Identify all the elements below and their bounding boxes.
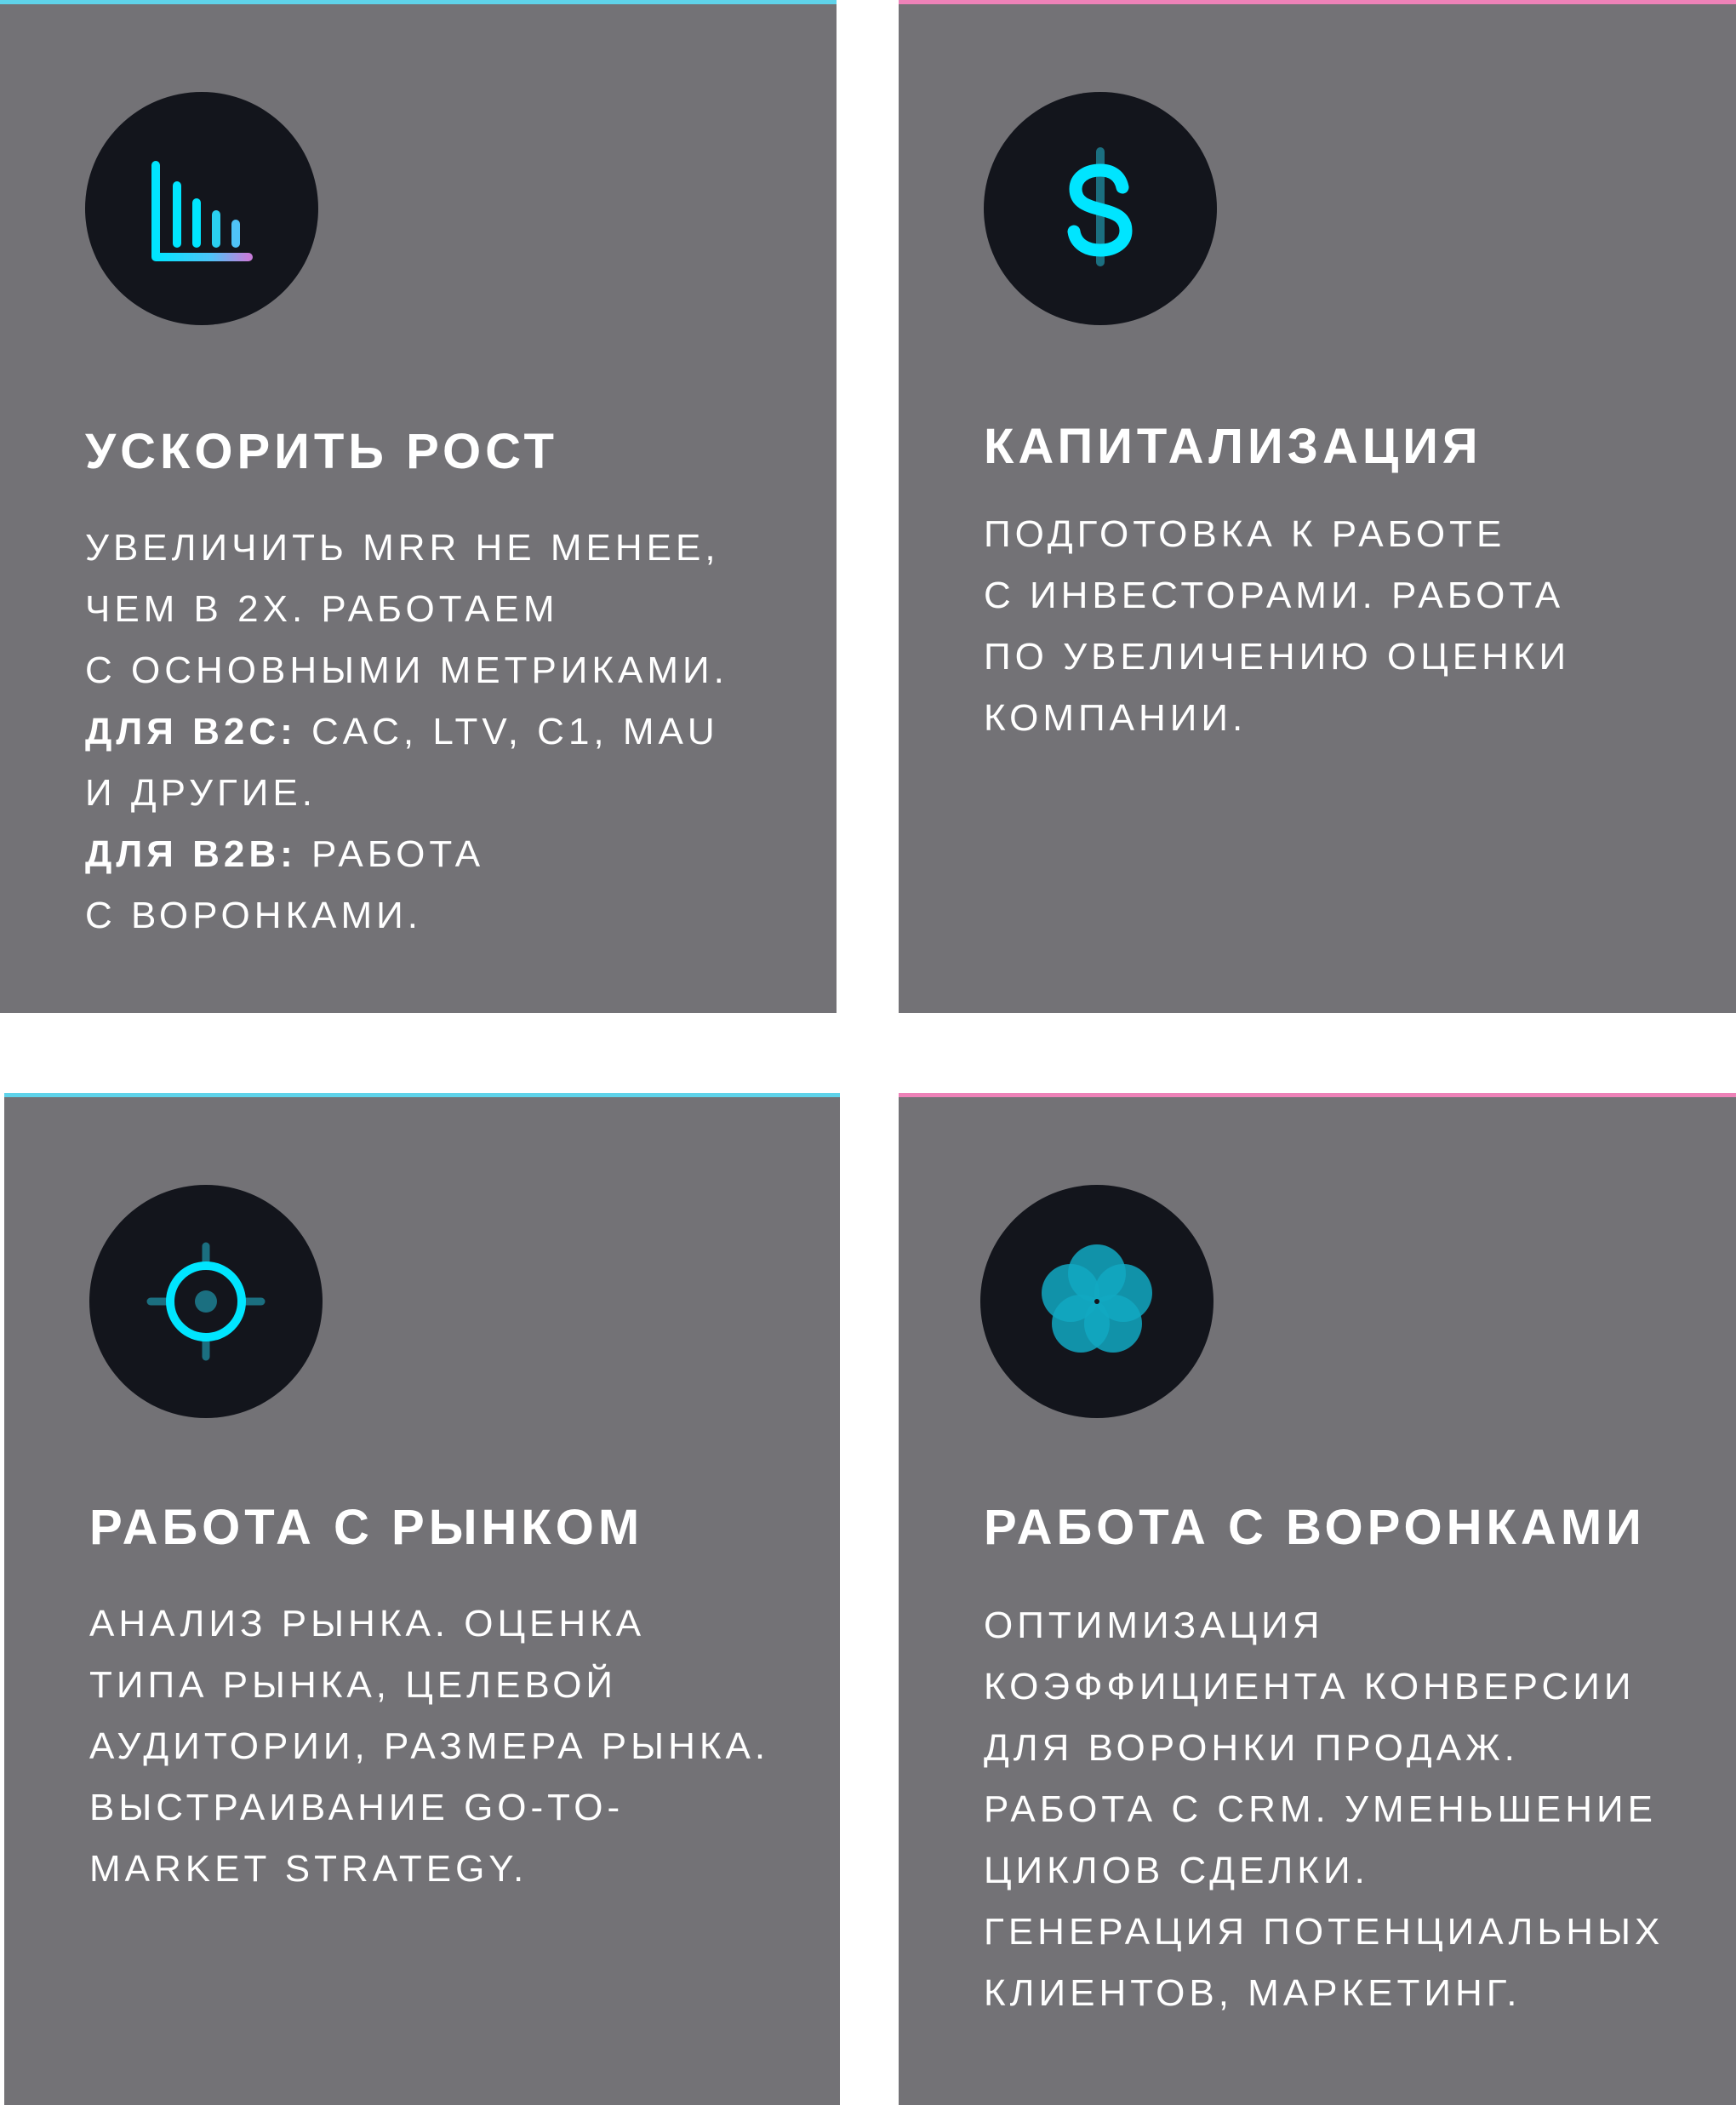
description-line-text: КОМПАНИИ. — [984, 697, 1248, 739]
description-line — [85, 640, 728, 701]
card-top-accent-line — [899, 1093, 1736, 1097]
card-title: РАБОТА С РЫНКОМ — [89, 1500, 644, 1555]
description-line — [85, 885, 728, 947]
description-line-text: ГЕНЕРАЦИЯ ПОТЕНЦИАЛЬНЫХ — [984, 1911, 1665, 1953]
description-line-text: ПОДГОТОВКА К РАБОТЕ — [984, 513, 1506, 555]
description-line-text: ЧЕМ В 2Х. РАБОТАЕМ — [85, 588, 559, 630]
description-line-text: КЛИЕНТОВ, МАРКЕТИНГ. — [984, 1972, 1522, 2014]
description-line — [984, 504, 1570, 565]
description-line-text: АНАЛИЗ РЫНКА. ОЦЕНКА — [89, 1603, 646, 1645]
description-line — [984, 1963, 1664, 2024]
description-line-text: ЦИКЛОВ СДЕЛКИ. — [984, 1850, 1369, 1891]
description-line — [984, 1902, 1664, 1963]
description-line-text: РАБОТА С CRM. УМЕНЬШЕНИЕ — [984, 1788, 1658, 1830]
card-title: УСКОРИТЬ РОСТ — [85, 424, 558, 479]
flower-icon — [980, 1185, 1213, 1418]
target-icon — [89, 1185, 323, 1418]
card-description — [984, 504, 1570, 749]
card-description — [984, 1595, 1664, 2024]
description-line — [984, 1656, 1664, 1718]
description-line — [89, 1593, 769, 1655]
service-card-market — [4, 1093, 840, 2105]
description-line-text: ВЫСТРАИВАНИЕ GO-TO- — [89, 1787, 625, 1828]
description-line-text: УВЕЛИЧИТЬ MRR НЕ МЕНЕЕ, — [85, 527, 720, 569]
card-description — [89, 1593, 769, 1900]
card-top-accent-line — [0, 0, 837, 4]
description-line — [85, 824, 728, 885]
description-line-bold: ДЛЯ B2C: — [85, 711, 297, 752]
description-line — [85, 579, 728, 640]
bar-chart-icon — [85, 92, 318, 325]
description-line — [984, 1779, 1664, 1840]
card-title: КАПИТАЛИЗАЦИЯ — [984, 419, 1482, 474]
description-line-text: ТИПА РЫНКА, ЦЕЛЕВОЙ — [89, 1664, 618, 1706]
description-line — [984, 688, 1570, 749]
description-line-text: ПО УВЕЛИЧЕНИЮ ОЦЕНКИ — [984, 636, 1571, 678]
description-line-text: MARKET STRATEGY. — [89, 1848, 528, 1890]
description-line-text: С ИНВЕСТОРАМИ. РАБОТА — [984, 575, 1565, 616]
card-top-accent-line — [899, 0, 1736, 4]
card-title: РАБОТА С ВОРОНКАМИ — [984, 1500, 1646, 1555]
description-line-text: ДЛЯ ВОРОНКИ ПРОДАЖ. — [984, 1727, 1519, 1769]
service-card-capitalization — [899, 0, 1736, 1013]
description-line-text: АУДИТОРИИ, РАЗМЕРА РЫНКА. — [89, 1725, 770, 1767]
description-line — [89, 1655, 769, 1716]
description-line-text: КОЭФФИЦИЕНТА КОНВЕРСИИ — [984, 1666, 1636, 1707]
description-line — [89, 1777, 769, 1839]
description-line-text: С ВОРОНКАМИ. — [85, 895, 422, 936]
description-line — [85, 518, 728, 579]
service-card-growth — [0, 0, 837, 1013]
description-line — [89, 1716, 769, 1777]
description-line-text: CAC, LTV, C1, MAU — [296, 711, 719, 752]
description-line — [984, 1595, 1664, 1656]
description-line-text: РАБОТА — [296, 833, 485, 875]
description-line — [85, 763, 728, 824]
description-line — [89, 1839, 769, 1900]
card-description — [85, 518, 728, 947]
description-line — [984, 565, 1570, 626]
description-line-text: ОПТИМИЗАЦИЯ — [984, 1604, 1324, 1646]
description-line — [984, 1718, 1664, 1779]
card-top-accent-line — [4, 1093, 840, 1097]
dollar-icon — [984, 92, 1217, 325]
description-line — [984, 1840, 1664, 1902]
description-line-text: И ДРУГИЕ. — [85, 772, 317, 814]
description-line-bold: ДЛЯ B2B: — [85, 833, 297, 875]
description-line — [984, 626, 1570, 688]
description-line-text: С ОСНОВНЫМИ МЕТРИКАМИ. — [85, 649, 728, 691]
service-card-funnels — [899, 1093, 1736, 2105]
description-line — [85, 701, 728, 763]
